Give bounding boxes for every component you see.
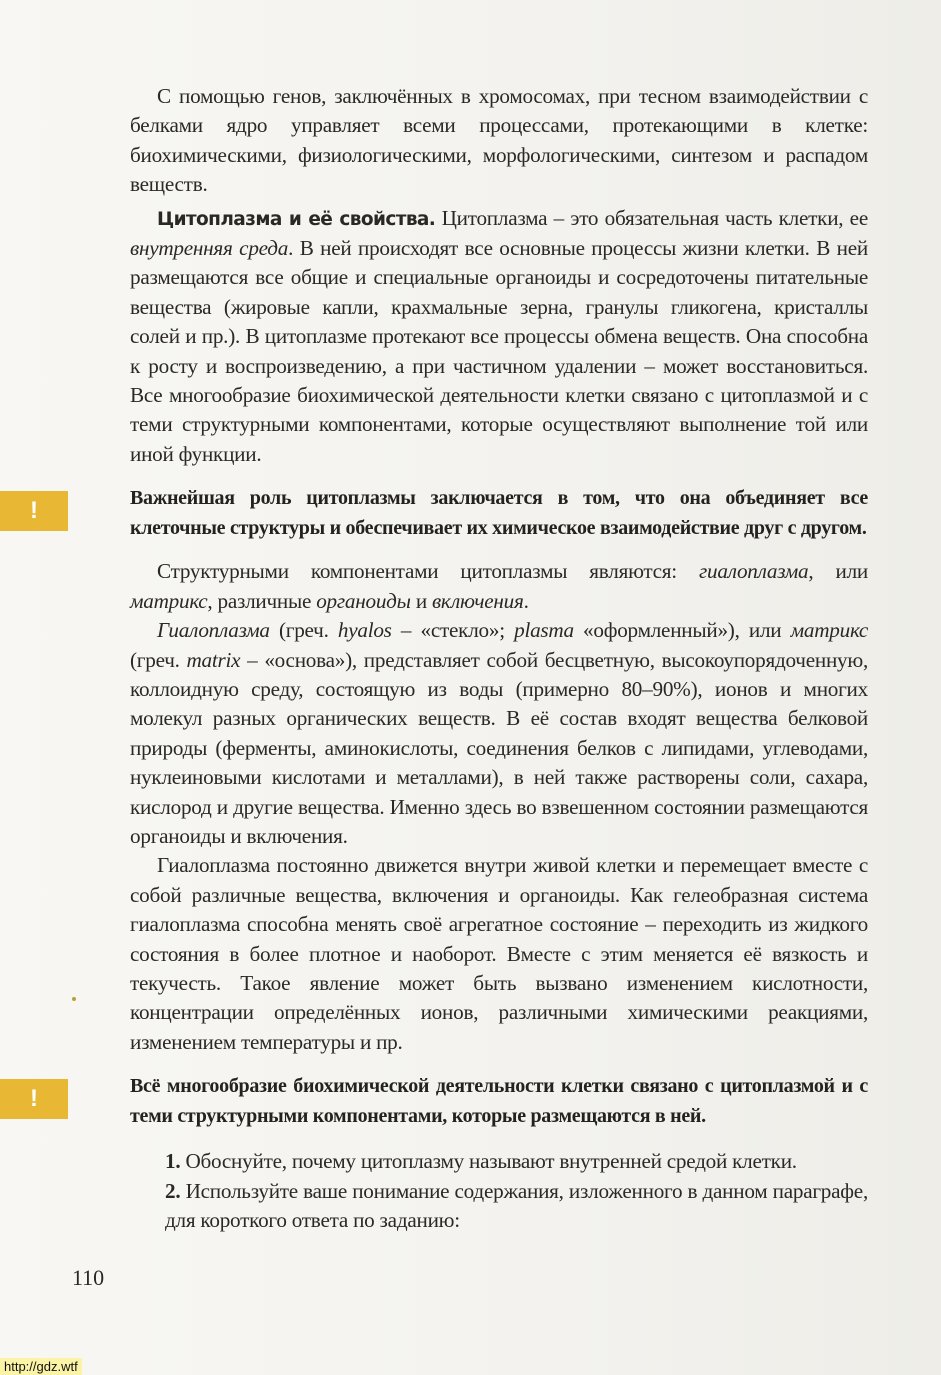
text-run: – «основа»), представляет собой бесцветную, высокоупорядоченную, коллоидную среду, состоящую из воды (примерно 80–90%), ионов и многих молекул разных органических веществ. В её состав входят вещества белковой природы (ферменты, аминокислоты, соединения белков с липидами, углеводами, нуклеиновыми кислотами и металлами), в ней также растворены соли, сахара, кислород и другие вещества. Именно здесь во взвешенном состоянии размещаются органоиды и включения.: [130, 647, 868, 848]
task-item: [165, 1177, 868, 1236]
italic-term: гиалоплазма: [699, 559, 809, 584]
italic-term: внутренняя среда: [130, 236, 289, 261]
watermark-link[interactable]: http://gdz.wtf: [0, 1358, 82, 1375]
italic-term: matrix: [186, 647, 241, 672]
important-note-1: [130, 483, 868, 543]
important-note-1-row: [30, 483, 868, 543]
task-list: [165, 1147, 868, 1235]
text-run: .: [523, 588, 529, 613]
italic-term: матрикс: [130, 588, 208, 613]
important-note-2: [130, 1071, 868, 1131]
text-run: , или: [808, 559, 868, 584]
intro-paragraph: С помощью генов, заключённых в хромосомах, при тесном взаимодействии с белками ядро управляет всеми процессами, протекающими в клетке: биохимическими, физиологическими, морфологическими, синтезом и распадом веществ.: [130, 84, 868, 197]
task-text: Используйте ваше понимание содержания, изложенного в данном параграфе, для короткого ответа по заданию:: [165, 1178, 868, 1232]
italic-term: включения: [431, 588, 524, 613]
hyaloplasm-paragraph: [130, 616, 868, 851]
text-run: Цитоплазма – это обязательная часть клетки, ее: [435, 205, 868, 230]
italic-term: plasma: [514, 618, 574, 643]
page-footer: [0, 1235, 941, 1375]
italic-term: органоиды: [316, 588, 411, 613]
cytoplasm-paragraph: [130, 204, 868, 470]
movement-paragraph: Гиалоплазма постоянно движется внутри живой клетки и перемещает вместе с собой различные вещества, включения и органоиды. Как гелеобразная система гиалоплазма способна менять своё агрегатное состояние – переходить из жидкого состояния в более плотное и наоборот. Вместе с этим меняется её вязкость и текучесть. Такое явление может быть вызвано изменением кислотности, концентрации определённых ионов, различными химическими реакциями, изменением температуры и пр.: [130, 853, 868, 1054]
note-text: Всё многообразие биохимической деятельности клетки связано с цитоплазмой и с теми структурными компонентами, которые размещаются в ней.: [130, 1075, 868, 1128]
text-run: (греч.: [130, 647, 187, 672]
text-run: , различные: [207, 588, 317, 613]
italic-term: Гиалоплазма: [157, 618, 270, 643]
exclamation-icon: !: [30, 497, 38, 525]
text-run: Структурными компонентами цитоплазмы являются:: [157, 559, 700, 584]
text-run: «оформленный»), или: [573, 618, 791, 643]
italic-term: матрикс: [790, 618, 868, 643]
exclamation-icon: !: [30, 1085, 38, 1113]
section-heading: Цитоплазма и её свойства.: [157, 208, 436, 230]
text-run: и: [410, 588, 432, 613]
important-marker: [0, 1079, 68, 1119]
task-number: 1.: [165, 1149, 181, 1174]
important-note-2-row: [30, 1071, 868, 1131]
task-number: 2.: [165, 1178, 181, 1203]
text-run: (греч.: [269, 618, 338, 643]
components-text: [130, 557, 868, 1057]
italic-term: hyalos: [337, 618, 392, 643]
note-text: Важнейшая роль цитоплазмы заключается в том, что она объединяет все клеточные структуры и обеспечивает их химическое взаимодействие друг с другом.: [130, 487, 868, 540]
text-run: – «стекло»;: [391, 618, 515, 643]
important-marker: [0, 491, 68, 531]
decorative-dot: [72, 997, 76, 1001]
intro-text: [130, 82, 868, 469]
page-number: 110: [72, 1265, 105, 1291]
components-paragraph: [130, 557, 868, 616]
text-run: . В ней происходят все основные процессы жизни клетки. В ней размещаются все общие и специальные органоиды и сосредоточены питательные вещества (жировые капли, крахмальные зерна, гранулы гликогена, кристаллы солей и пр.). В цитоплазме протекают все процессы обмена веществ. Она способна к росту и воспроизведению, а при частичном удалении – может восстановиться. Все многообразие биохимической деятельности клетки связано с цитоплазмой и с теми структурными компонентами, которые осуществляют выполнение той или иной функции.: [130, 236, 868, 466]
task-item: [165, 1147, 868, 1176]
task-text: Обоснуйте, почему цитоплазму называют внутренней средой клетки.: [180, 1149, 797, 1174]
